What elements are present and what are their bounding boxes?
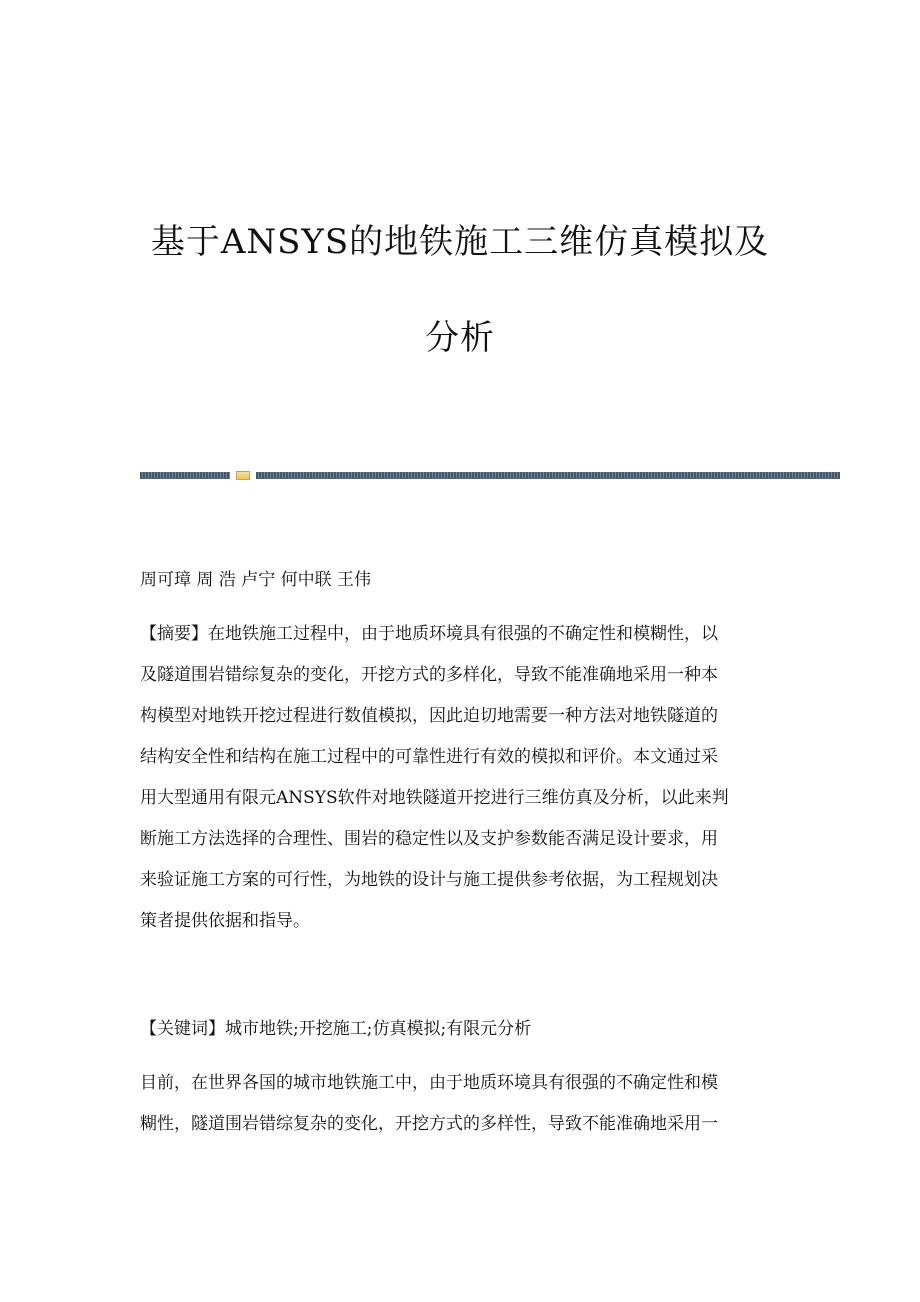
document-title-line-1: 基于ANSYS的地铁施工三维仿真模拟及 — [150, 222, 770, 262]
document-title-line-2: 分析 — [425, 318, 495, 358]
abstract-line: 用大型通用有限元ANSYS软件对地铁隧道开挖进行三维仿真及分析，以此来判 — [140, 788, 729, 808]
abstract-line: 结构安全性和结构在施工过程中的可靠性进行有效的模拟和评价。本文通过采 — [140, 747, 718, 767]
keywords-section — [140, 1012, 780, 1046]
author-list: 周可璋 周 浩 卢宁 何中联 王伟 — [140, 570, 372, 590]
keywords-text: 城市地铁;开挖施工;仿真模拟;有限元分析 — [225, 1019, 532, 1039]
abstract-label: 【摘要】 — [140, 624, 208, 644]
divider-emblem-icon — [236, 471, 250, 480]
intro-line: 糊性，隧道围岩错综复杂的变化，开挖方式的多样性，导致不能准确地采用一 — [140, 1114, 718, 1134]
intro-paragraph — [140, 1066, 780, 1148]
abstract-line-1 — [140, 617, 780, 658]
abstract-section — [140, 617, 780, 945]
abstract-line: 来验证施工方案的可行性，为地铁的设计与施工提供参考依据，为工程规划决 — [140, 870, 718, 890]
keywords-label: 【关键词】 — [140, 1019, 225, 1039]
intro-line: 目前，在世界各国的城市地铁施工中，由于地质环境具有很强的不确定性和模 — [140, 1073, 718, 1093]
title-divider — [140, 471, 840, 480]
abstract-line: 策者提供依据和指导。 — [140, 911, 310, 931]
abstract-line: 构模型对地铁开挖过程进行数值模拟，因此迫切地需要一种方法对地铁隧道的 — [140, 706, 718, 726]
abstract-text: 在地铁施工过程中，由于地质环境具有很强的不确定性和模糊性，以 — [208, 624, 718, 644]
abstract-line: 断施工方法选择的合理性、围岩的稳定性以及支护参数能否满足设计要求，用 — [140, 829, 718, 849]
divider-bar-right — [256, 472, 840, 479]
abstract-line: 及隧道围岩错综复杂的变化，开挖方式的多样化，导致不能准确地采用一种本 — [140, 665, 718, 685]
divider-bar-left — [140, 472, 230, 479]
